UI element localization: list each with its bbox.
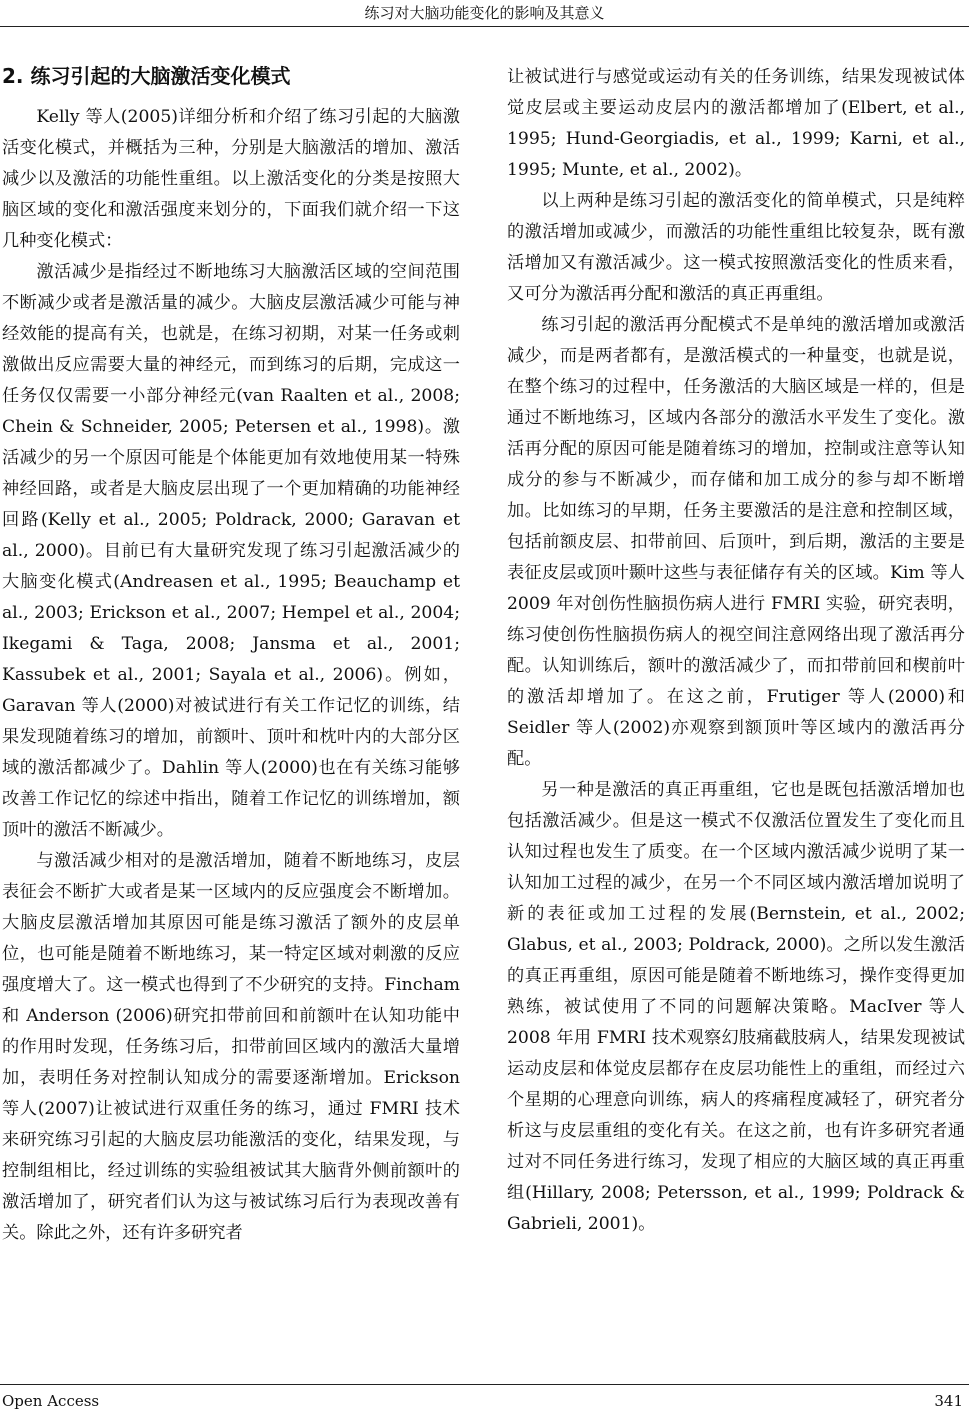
footer-journal: Open Access — [2, 1392, 100, 1410]
paragraph-true-reorganization: 另一种是激活的真正再重组，它也是既包括激活增加也包括激活减少。但是这一模式不仅激活位置发生了变化而且认知过程也发生了质变。在一个区域内激活减少说明了某一认知加工过程的减少，在另一个不同区域内激活增加说明了新的表征或加工过程的发展(Bernstein, et al., 2002; Glabus, et al., 2003; Poldrack, 2000)。之所以发生激活的真正再重组，原因可能是随着不断地练习，操作变得更加熟练，被试使用了不同的问题解决策略。MacIver 等人 2008 年用 FMRI 技术观察幻肢痛截肢病人，结果发现被试运动皮层和体觉皮层都存在皮层功能性上的重组，而经过六个星期的心理意向训练，病人的疼痛程度减轻了，研究者分析这与皮层重组的变化有关。在这之前，也有许多研究者通过对不同任务进行练习，发现了相应的大脑区域的真正再重组(Hillary, 2008; Petersson, et al., 1999; Poldrack & Gabrieli, 2001)。 — [507, 780, 965, 1234]
header-rule — [0, 26, 969, 27]
paragraph-activation-increase: 与激活减少相对的是激活增加，随着不断地练习，皮层表征会不断扩大或者是某一区域内的反应强度会不断增加。大脑皮层激活增加其原因可能是练习激活了额外的皮层单位，也可能是随着不断地练习，某一特定区域对刺激的反应强度增大了。这一模式也得到了不少研究的支持。Fincham 和 Anderson (2006)研究扣带前回和前额叶在认知功能中的作用时发现，任务练习后，扣带前回区域内的激活大量增加，表明任务对控制认知成分的需要逐渐增加。Erickson 等人(2007)让被试进行双重任务的练习，通过 FMRI 技术来研究练习引起的大脑皮层功能激活的变化，结果发现，与控制组相比，经过训练的实验组被试其大脑背外侧前额叶的激活增加了，研究者们认为这与被试练习后行为表现改善有关。除此之外，还有许多研究者 — [2, 851, 460, 1243]
right-column — [507, 62, 965, 1240]
running-head-title: 练习对大脑功能变化的影响及其意义 — [364, 4, 605, 22]
paragraph-redistribution: 练习引起的激活再分配模式不是单纯的激活增加或激活减少，而是两者都有，是激活模式的一种量变，也就是说，在整个练习的过程中，任务激活的大脑区域是一样的，但是通过不断地练习，区域内各部分的激活水平发生了变化。激活再分配的原因可能是随着练习的增加，控制或注意等认知成分的参与不断减少，而存储和加工成分的参与却不断增加。比如练习的早期，任务主要激活的是注意和控制区域，包括前额皮层、扣带前回、后顶叶，到后期，激活的主要是表征皮层或顶叶颞叶这些与表征储存有关的区域。Kim 等人 2009 年对创伤性脑损伤病人进行 FMRI 实验，研究表明，练习使创伤性脑损伤病人的视空间注意网络出现了激活再分配。认知训练后，额叶的激活减少了，而扣带前回和楔前叶的激活却增加了。在这之前，Frutiger 等人(2000)和 Seidler 等人(2002)亦观察到额顶叶等区域内的激活再分配。 — [507, 315, 965, 769]
left-column — [2, 58, 460, 1249]
footer-page-number: 341 — [934, 1392, 963, 1410]
paragraph-reorganization-overview: 以上两种是练习引起的激活变化的简单模式，只是纯粹的激活增加或减少，而激活的功能性重组比较复杂，既有激活增加又有激活减少。这一模式按照激活变化的性质来看，又可分为激活再分配和激活的真正再重组。 — [507, 191, 965, 304]
paragraph-intro: Kelly 等人(2005)详细分析和介绍了练习引起的大脑激活变化模式，并概括为三种，分别是大脑激活的增加、激活减少以及激活的功能性重组。以上激活变化的分类是按照大脑区域的变化和激活强度来划分的，下面我们就介绍一下这几种变化模式： — [2, 107, 460, 251]
paragraph-activation-decrease: 激活减少是指经过不断地练习大脑激活区域的空间范围不断减少或者是激活量的减少。大脑皮层激活减少可能与神经效能的提高有关，也就是，在练习初期，对某一任务或刺激做出反应需要大量的神经元，而到练习的后期，完成这一任务仅仅需要一小部分神经元(van Raalten et al., 2008; Chein & Schneider, 2005; Petersen et al., 1998)。激活减少的另一个原因可能是个体能更加有效地使用某一特殊神经回路，或者是大脑皮层出现了一个更加精确的功能神经回路(Kelly et al., 2005; Poldrack, 2000; Garavan et al., 2000)。目前已有大量研究发现了练习引起激活减少的大脑变化模式(Andreasen et al., 1995; Beauchamp et al., 2003; Erickson et al., 2007; Hempel et al., 2004; Ikegami & Taga, 2008; Jansma et al., 2001; Kassubek et al., 2001; Sayala et al., 2006)。例如，Garavan 等人(2000)对被试进行有关工作记忆的训练，结果发现随着练习的增加，前额叶、顶叶和枕叶内的大部分区域的激活都减少了。Dahlin 等人(2000)也在有关练习能够改善工作记忆的综述中指出，随着工作记忆的训练增加，额顶叶的激活不断减少。 — [2, 262, 460, 840]
section-title: 2. 练习引起的大脑激活变化模式 — [2, 64, 291, 88]
footer-rule — [0, 1384, 969, 1385]
paragraph-continuation: 让被试进行与感觉或运动有关的任务训练，结果发现被试体觉皮层或主要运动皮层内的激活都增加了(Elbert, et al., 1995; Hund-Georgiadis, et al., 1999; Karni, et al., 1995; Munte, et al., 2002)。 — [507, 67, 965, 180]
